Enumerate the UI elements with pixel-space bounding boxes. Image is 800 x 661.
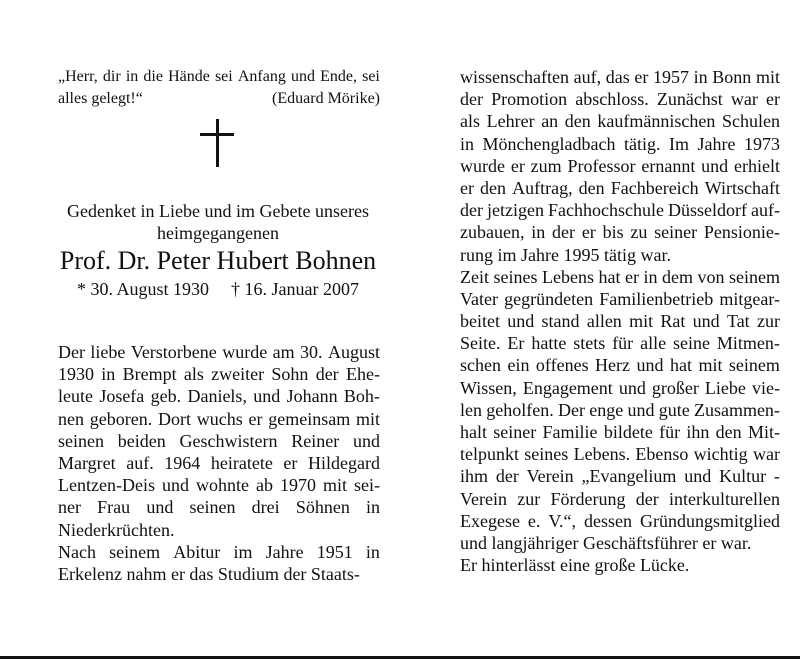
cross-vertical-bar: [216, 119, 219, 167]
right-body-line: halt seiner Familie bildete für ihn den Mit-: [460, 422, 780, 442]
intro-line-2: heimgegangenen: [157, 223, 279, 244]
right-body-line: schen ein offenes Herz und hat mit seinem: [460, 355, 780, 376]
right-body-line: len geholfen. Der enge und gute Zusammen-: [460, 399, 780, 420]
quote-line-2: [58, 88, 380, 110]
bottom-rule: [0, 656, 800, 659]
cross-icon: [200, 119, 234, 167]
right-body-line: Verein zur Förderung der interkulturellen: [460, 488, 780, 509]
right-body-line: Wissen, Engagement und großer Liebe vie-: [460, 377, 780, 398]
quote-block: [58, 66, 380, 110]
quote-line-1: „Herr, dir in die Hände sei Anfang und Ende, sei: [58, 68, 380, 85]
left-body-line: Nach seinem Abitur im Jahre 1951 in: [58, 541, 380, 562]
right-body-line: rung im Jahre 1995 tätig war.: [460, 244, 671, 265]
left-body-line: Der liebe Verstorbene wurde am 30. August: [58, 342, 380, 362]
left-body-text: [58, 341, 380, 585]
right-body-line: ihm der Verein „Evangelium und Kultur -: [460, 466, 780, 487]
life-dates: [48, 278, 388, 300]
left-body-line: Erkelenz nahm er das Studium der Staats-: [58, 563, 360, 584]
right-body-line: wissenschaften auf, das er 1957 in Bonn mit: [460, 67, 780, 87]
right-body-line: telpunkt seines Lebens. Ebenso wichtig war: [460, 444, 780, 465]
deceased-name: Prof. Dr. Peter Hubert Bohnen: [59, 246, 377, 276]
left-body-line: 1930 in Brempt als zweiter Sohn der Ehe-: [58, 364, 380, 385]
right-body-line: beitet und stand allen mit Rat und Tat zur: [460, 311, 780, 332]
header-block: [48, 200, 388, 300]
right-body-line: zubauen, in der er bis zu seiner Pensionie-: [460, 222, 780, 243]
left-body-line: seinen beiden Geschwistern Reiner und: [58, 430, 380, 451]
right-body-line: der Promotion abschloss. Zunächst war er: [460, 89, 780, 110]
cross-horizontal-bar: [200, 133, 234, 136]
left-body-line: nen geboren. Dort wuchs er gemeinsam mit: [58, 408, 380, 429]
left-body-line: Niederkrüchten.: [58, 519, 175, 540]
right-body-line: als Lehrer an den kaufmännischen Schulen: [460, 111, 780, 132]
right-body-text: [460, 66, 780, 576]
right-body-line: in Mönchengladbach tätig. Im Jahre 1973: [460, 133, 780, 154]
left-body-line: ner Frau und seinen drei Söhnen in: [58, 497, 380, 518]
quote-line-2-text: alles gelegt!“: [58, 90, 143, 108]
right-body-line: Er hinterlässt eine große Lücke.: [460, 555, 690, 576]
right-body-line: Vater gegründeten Familienbetrieb mitgear-: [460, 288, 780, 309]
intro-line-1: Gedenket in Liebe und im Gebete unseres: [67, 201, 369, 221]
left-body-line: Lentzen-Deis und wohnte ab 1970 mit sei-: [58, 475, 380, 496]
right-body-line: er den Auftrag, den Fachbereich Wirtschaft: [460, 177, 780, 198]
death-date: † 16. Januar 2007: [231, 279, 359, 300]
right-body-line: wurde er zum Professor ernannt und erhielt: [460, 155, 780, 176]
right-body-line: Zeit seines Lebens hat er in dem von seinem: [460, 266, 780, 287]
right-body-line: der jetzigen Fachhochschule Düsseldorf auf-: [460, 200, 780, 221]
right-body-line: Exegese e. V.“, dessen Gründungsmitglied: [460, 510, 780, 531]
right-body-line: und langjähriger Geschäftsführer er war.: [460, 532, 752, 553]
quote-author: (Eduard Mörike): [272, 90, 380, 108]
left-body-line: Margret auf. 1964 heiratete er Hildegard: [58, 452, 380, 473]
birth-date: * 30. August 1930: [77, 279, 210, 300]
right-body-line: Seite. Er hatte stets für alle seine Mitmen-: [460, 333, 780, 354]
left-body-line: leute Josefa geb. Daniels, und Johann Boh-: [58, 386, 380, 407]
